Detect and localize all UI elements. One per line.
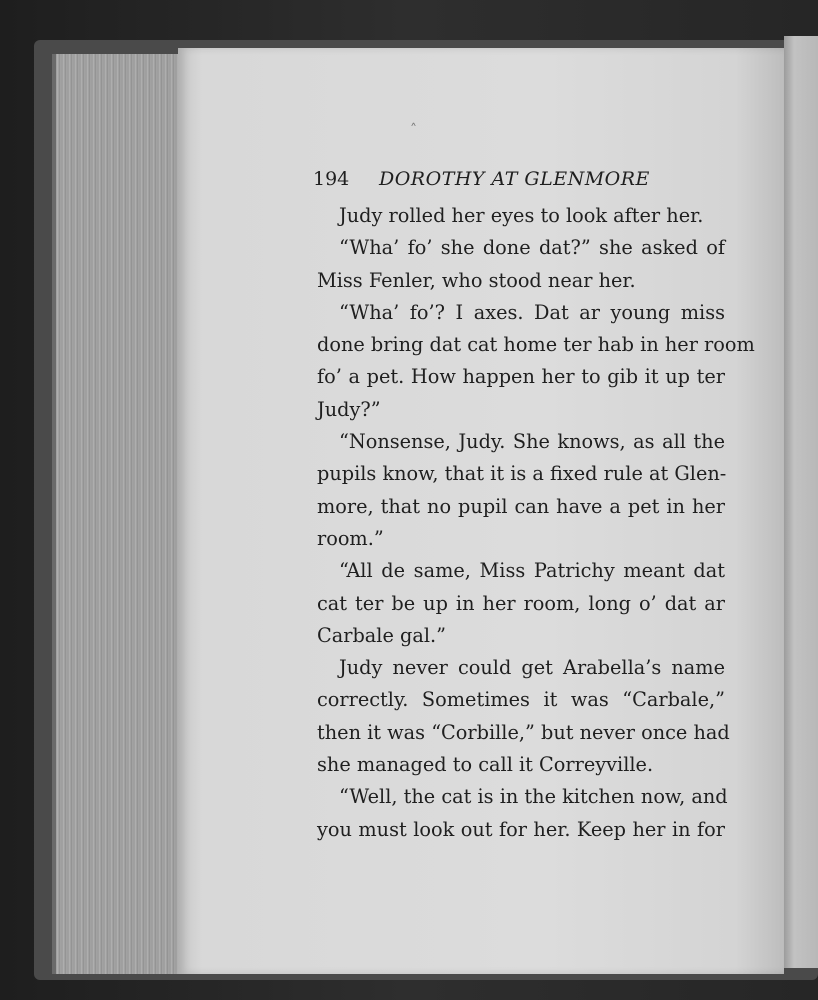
text-line: pupils know, that it is a fixed rule at Glen- [317,462,727,486]
text-line: “Wha’ fo’? I axes. Dat ar young miss [339,300,725,324]
text-line: then it was “Corbille,” but never once had [317,720,730,744]
text-line: Judy?” [317,397,381,421]
running-header [313,168,733,196]
page-number: 194 [313,168,350,190]
text-line: correctly. Sometimes it was “Carbale,” [317,688,725,712]
ink-mark: ˄ [410,122,417,138]
facing-page-edge [784,36,818,968]
text-line: cat ter be up in her room, long o’ dat ar [317,591,725,615]
text-line: Judy never could get Arabella’s name [339,656,725,680]
body-text [317,200,755,846]
text-line: she managed to call it Correyville. [317,753,654,777]
text-line: done bring dat cat home ter hab in her room [317,333,755,357]
text-line: Judy rolled her eyes to look after her. [339,204,704,227]
text-line: “All de same, Miss Patrichy meant dat [339,559,725,583]
text-line: “Wha’ fo’ she done dat?” she asked of [339,236,725,260]
text-line: room.” [317,526,384,550]
text-line: you must look out for her. Keep her in for [317,817,725,841]
running-title: DOROTHY AT GLENMORE [379,168,650,190]
text-line: more, that no pupil can have a pet in her [317,494,725,518]
page-edges [52,54,184,974]
text-line: “Well, the cat is in the kitchen now, and [339,785,728,809]
text-line: fo’ a pet. How happen her to gib it up ter [317,365,725,389]
text-line: Miss Fenler, who stood near her. [317,268,636,292]
text-line: Carbale gal.” [317,623,446,647]
text-line: “Nonsense, Judy. She knows, as all the [339,430,725,454]
